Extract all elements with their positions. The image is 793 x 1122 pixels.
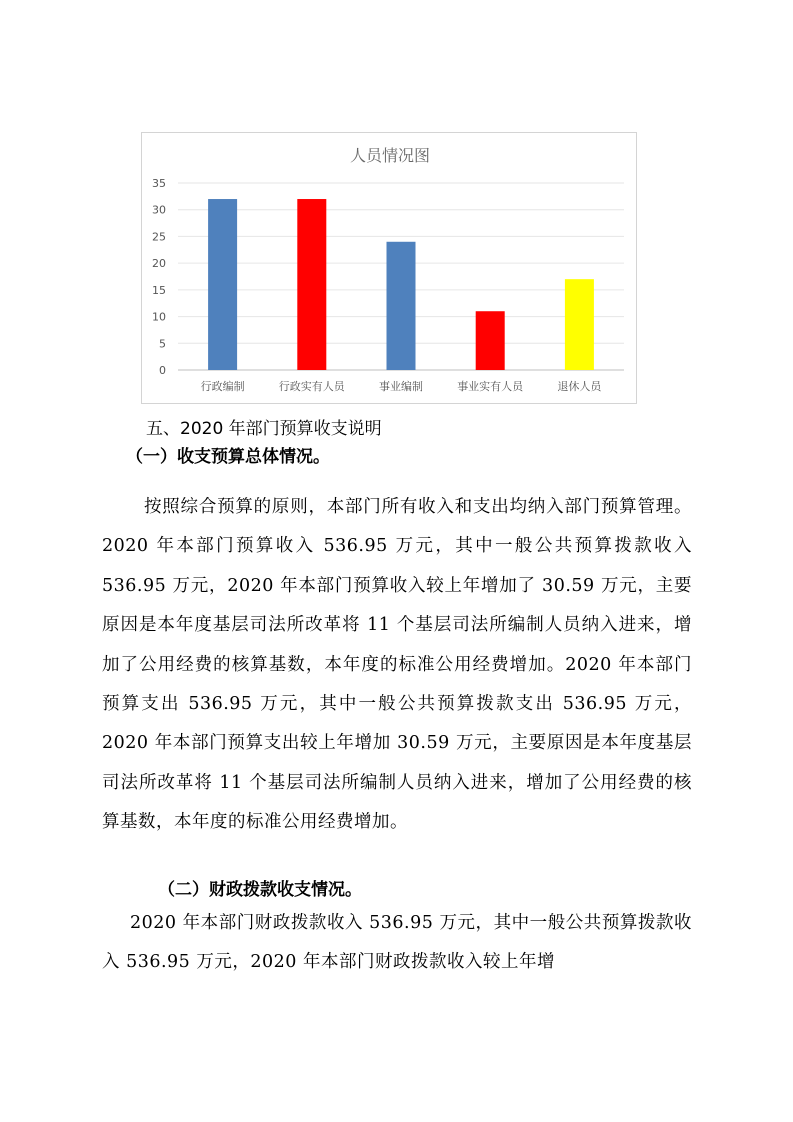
y-tick-label: 35 [152,177,166,190]
bar [297,199,326,370]
paragraph-fiscal-appropriation: 2020 年本部门财政拨款收入 536.95 万元，其中一般公共预算拨款收入 536.95 万元，2020 年本部门财政拨款收入较上年增 [102,913,692,973]
subheading-overall-budget: （一）收支预算总体情况。 [126,447,330,467]
y-tick-label: 25 [152,230,166,244]
chart-title: 人员情况图 [349,146,431,165]
y-tick-label: 15 [152,283,166,297]
y-tick-label: 0 [159,364,166,377]
bar [208,199,237,370]
y-tick-label: 20 [152,257,166,271]
subheading-fiscal-appropriation: （二）财政拨款收支情况。 [158,880,362,900]
x-category-label: 事业编制 [379,380,423,393]
x-category-label: 行政编制 [200,380,245,393]
paragraph-overall-budget: 按照综合预算的原则，本部门所有收入和支出均纳入部门预算管理。2020 年本部门预算收入 536.95 万元，其中一般公共预算拨款收入 536.95 万元，2020 年本部门预算收入较上年增加了 30.59 万元，主要原因是本年度基层司法所改革将 11 个基层司法所编制人员纳入进来，增加了公用经费的核算基数，本年度的标准公用经费增加。2020 年本部门预算支出 536.95 万元，其中一般公共预算拨款支出 536.95 万元，2020 年本部门预算支出较上年增加 30.59 万元，主要原因是本年度基层司法所改革将 11 个基层司法所编制人员纳入进来，增加了公用经费的核算基数，本年度的标准公用经费增加。 [102,497,692,833]
x-category-label: 行政实有人员 [278,380,345,393]
bar [476,311,505,370]
section-heading-budget: 五、2020 年部门预算收支说明 [146,419,382,439]
bar-chart-canvas [142,133,638,405]
bar [387,242,416,370]
y-tick-label: 30 [152,203,166,217]
personnel-chart [141,132,637,404]
bar [565,279,594,370]
y-tick-label: 10 [152,310,166,324]
y-tick-label: 5 [159,337,166,351]
x-category-label: 事业实有人员 [457,380,524,393]
x-category-label: 退休人员 [557,380,602,393]
